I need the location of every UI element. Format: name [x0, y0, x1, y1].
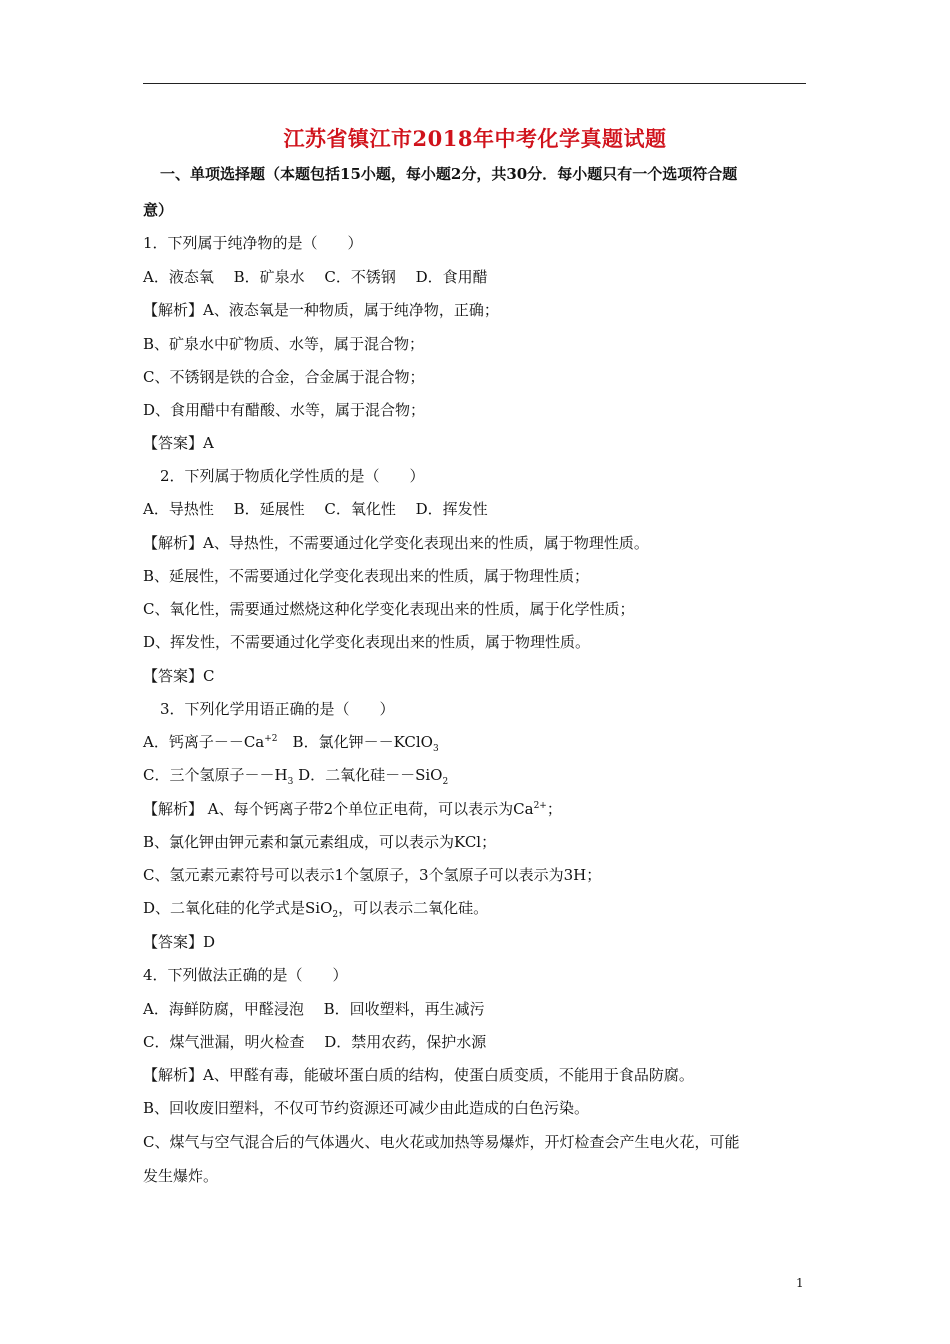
subscript: 3 [287, 777, 294, 787]
analysis-text: D、二氧化硅的化学式是SiO [143, 899, 333, 917]
charge-superscript: +2 [264, 734, 278, 744]
question-3-analysis: B、氯化钾由钾元素和氯元素组成，可以表示为KCl； [143, 833, 497, 851]
charge-superscript: 2+ [533, 801, 547, 811]
subscript: 2 [442, 777, 449, 787]
header-rule [143, 83, 806, 84]
question-1-analysis: B、矿泉水中矿物质、水等，属于混合物； [143, 335, 425, 353]
question-3-options-ab [143, 732, 439, 752]
question-3-options-cd [143, 765, 448, 785]
section-heading-cont: 意） [143, 201, 174, 219]
question-4-stem: 4．下列做法正确的是（ ） [143, 966, 348, 984]
option-c: C．三个氢原子－－H [143, 766, 288, 784]
question-1-options: A．液态氧 B．矿泉水 C．不锈钢 D．食用醋 [143, 268, 488, 286]
question-1-analysis: D、食用醋中有醋酸、水等，属于混合物； [143, 401, 426, 419]
question-3-analysis [143, 898, 488, 918]
option-a: A．钙离子－－Ca [143, 733, 265, 751]
option-b: B．氯化钾－－KClO [277, 733, 433, 751]
question-2-analysis: D、挥发性，不需要通过化学变化表现出来的性质，属于物理性质。 [143, 633, 591, 651]
analysis-text: 【解析】 A、每个钙离子带2个单位正电荷，可以表示为Ca [143, 800, 534, 818]
subscript: 3 [432, 744, 439, 754]
question-4-analysis: 【解析】A、甲醛有毒，能破坏蛋白质的结构，使蛋白质变质，不能用于食品防腐。 [143, 1066, 694, 1084]
question-2-options: A．导热性 B．延展性 C．氧化性 D．挥发性 [143, 500, 488, 518]
analysis-text: ，可以表示二氧化硅。 [338, 899, 489, 917]
question-2-stem: 2．下列属于物质化学性质的是（ ） [160, 467, 425, 485]
page-title: 江苏省镇江市2018年中考化学真题试题 [283, 126, 667, 151]
question-1-analysis: C、不锈钢是铁的合金，合金属于混合物； [143, 368, 425, 386]
question-2-analysis: B、延展性，不需要通过化学变化表现出来的性质，属于物理性质； [143, 567, 590, 585]
question-1-answer: 【答案】A [143, 434, 214, 452]
question-1-stem: 1．下列属于纯净物的是（ ） [143, 234, 363, 252]
question-2-analysis: 【解析】A、导热性，不需要通过化学变化表现出来的性质，属于物理性质。 [143, 534, 649, 552]
question-1-analysis: 【解析】A、液态氧是一种物质，属于纯净物，正确； [143, 301, 499, 319]
question-3-stem: 3．下列化学用语正确的是（ ） [160, 700, 395, 718]
question-4-options: A．海鲜防腐，甲醛浸泡 B．回收塑料，再生减污 [143, 1000, 485, 1018]
section-heading: 一、单项选择题（本题包括15小题，每小题2分，共30分．每小题只有一个选项符合题 [160, 165, 738, 183]
question-2-analysis: C、氧化性，需要通过燃烧这种化学变化表现出来的性质，属于化学性质； [143, 600, 635, 618]
question-4-options: C．煤气泄漏，明火检查 D．禁用农药，保护水源 [143, 1033, 487, 1051]
question-2-answer: 【答案】C [143, 667, 215, 685]
analysis-text: ； [546, 800, 562, 818]
question-3-answer: 【答案】D [143, 933, 216, 951]
question-4-analysis: C、煤气与空气混合后的气体遇火、电火花或加热等易爆炸，开灯检查会产生电火花，可能 [143, 1133, 740, 1151]
question-4-analysis: 发生爆炸。 [143, 1167, 219, 1185]
subscript: 2 [332, 910, 339, 920]
question-4-analysis: B、回收废旧塑料，不仅可节约资源还可减少由此造成的白色污染。 [143, 1099, 590, 1117]
page-number: 1 [796, 1276, 804, 1290]
question-3-analysis [143, 799, 562, 819]
question-3-analysis: C、氢元素元素符号可以表示1个氢原子，3个氢原子可以表示为3H； [143, 866, 602, 884]
option-d: D．二氧化硅－－SiO [293, 766, 443, 784]
